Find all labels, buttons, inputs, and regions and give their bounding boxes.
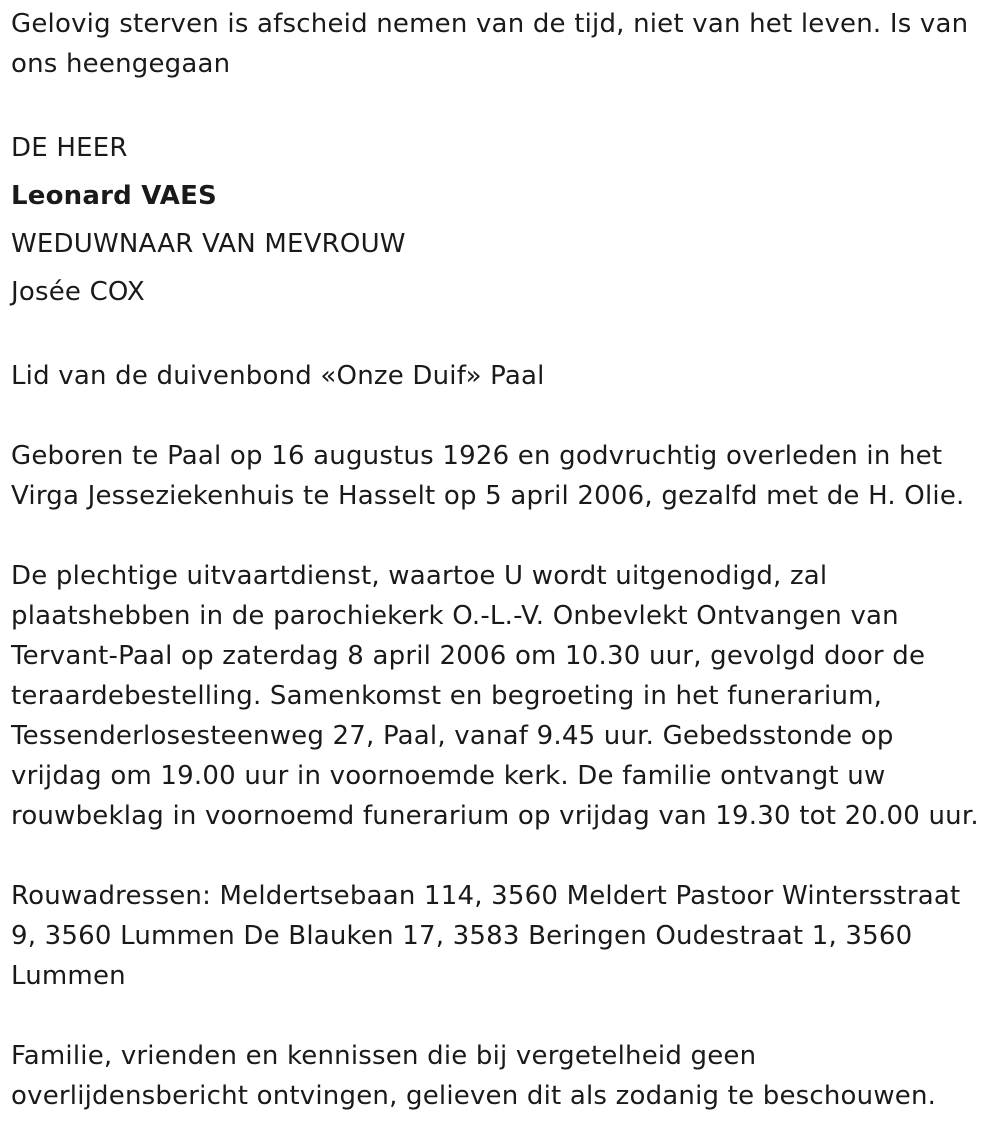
deceased-name: Leonard VAES — [11, 181, 217, 211]
spacer — [11, 316, 991, 356]
spacer — [11, 836, 991, 876]
title-prefix: DE HEER — [11, 133, 128, 163]
obituary-notice — [11, 4, 991, 1116]
relation-line: WEDUWNAAR VAN MEVROUW — [11, 229, 406, 259]
spacer — [11, 516, 991, 556]
service-paragraph: De plechtige uitvaartdienst, waartoe U wordt uitgenodigd, zal plaatshebben in de parochiekerk O.-L.-V. Onbevlekt Ontvangen van Tervant-Paal op zaterdag 8 april 2006 om 10.30 uur, gevolgd door de teraardebestelling. Samenkomst en begroeting in het funerarium, Tessenderlosesteenweg 27, Paal, vanaf 9.45 uur. Gebedsstonde op vrijdag om 19.00 uur in voornoemde kerk. De familie ontvangt uw rouwbeklag in voornoemd funerarium op vrijdag van 19.30 tot 20.00 uur. — [11, 561, 979, 831]
membership-paragraph: Lid van de duivenbond «Onze Duif» Paal — [11, 361, 545, 391]
spacer — [11, 396, 991, 436]
birth-death-paragraph: Geboren te Paal op 16 augustus 1926 en godvruchtig overleden in het Virga Jesseziekenhuis te Hasselt op 5 april 2006, gezalfd met de H. Olie. — [11, 441, 965, 511]
name-block — [11, 124, 991, 316]
closing-paragraph: Familie, vrienden en kennissen die bij vergetelheid geen overlijdensbericht ontvingen, gelieven dit als zodanig te beschouwen. — [11, 1041, 937, 1111]
spacer — [11, 996, 991, 1036]
spouse-name: Josée COX — [11, 277, 145, 307]
intro-paragraph: Gelovig sterven is afscheid nemen van de tijd, niet van het leven. Is van ons heengegaan — [11, 9, 969, 79]
addresses-paragraph: Rouwadressen: Meldertsebaan 114, 3560 Meldert Pastoor Wintersstraat 9, 3560 Lummen De Blauken 17, 3583 Beringen Oudestraat 1, 3560 Lummen — [11, 881, 961, 991]
spacer — [11, 84, 991, 124]
